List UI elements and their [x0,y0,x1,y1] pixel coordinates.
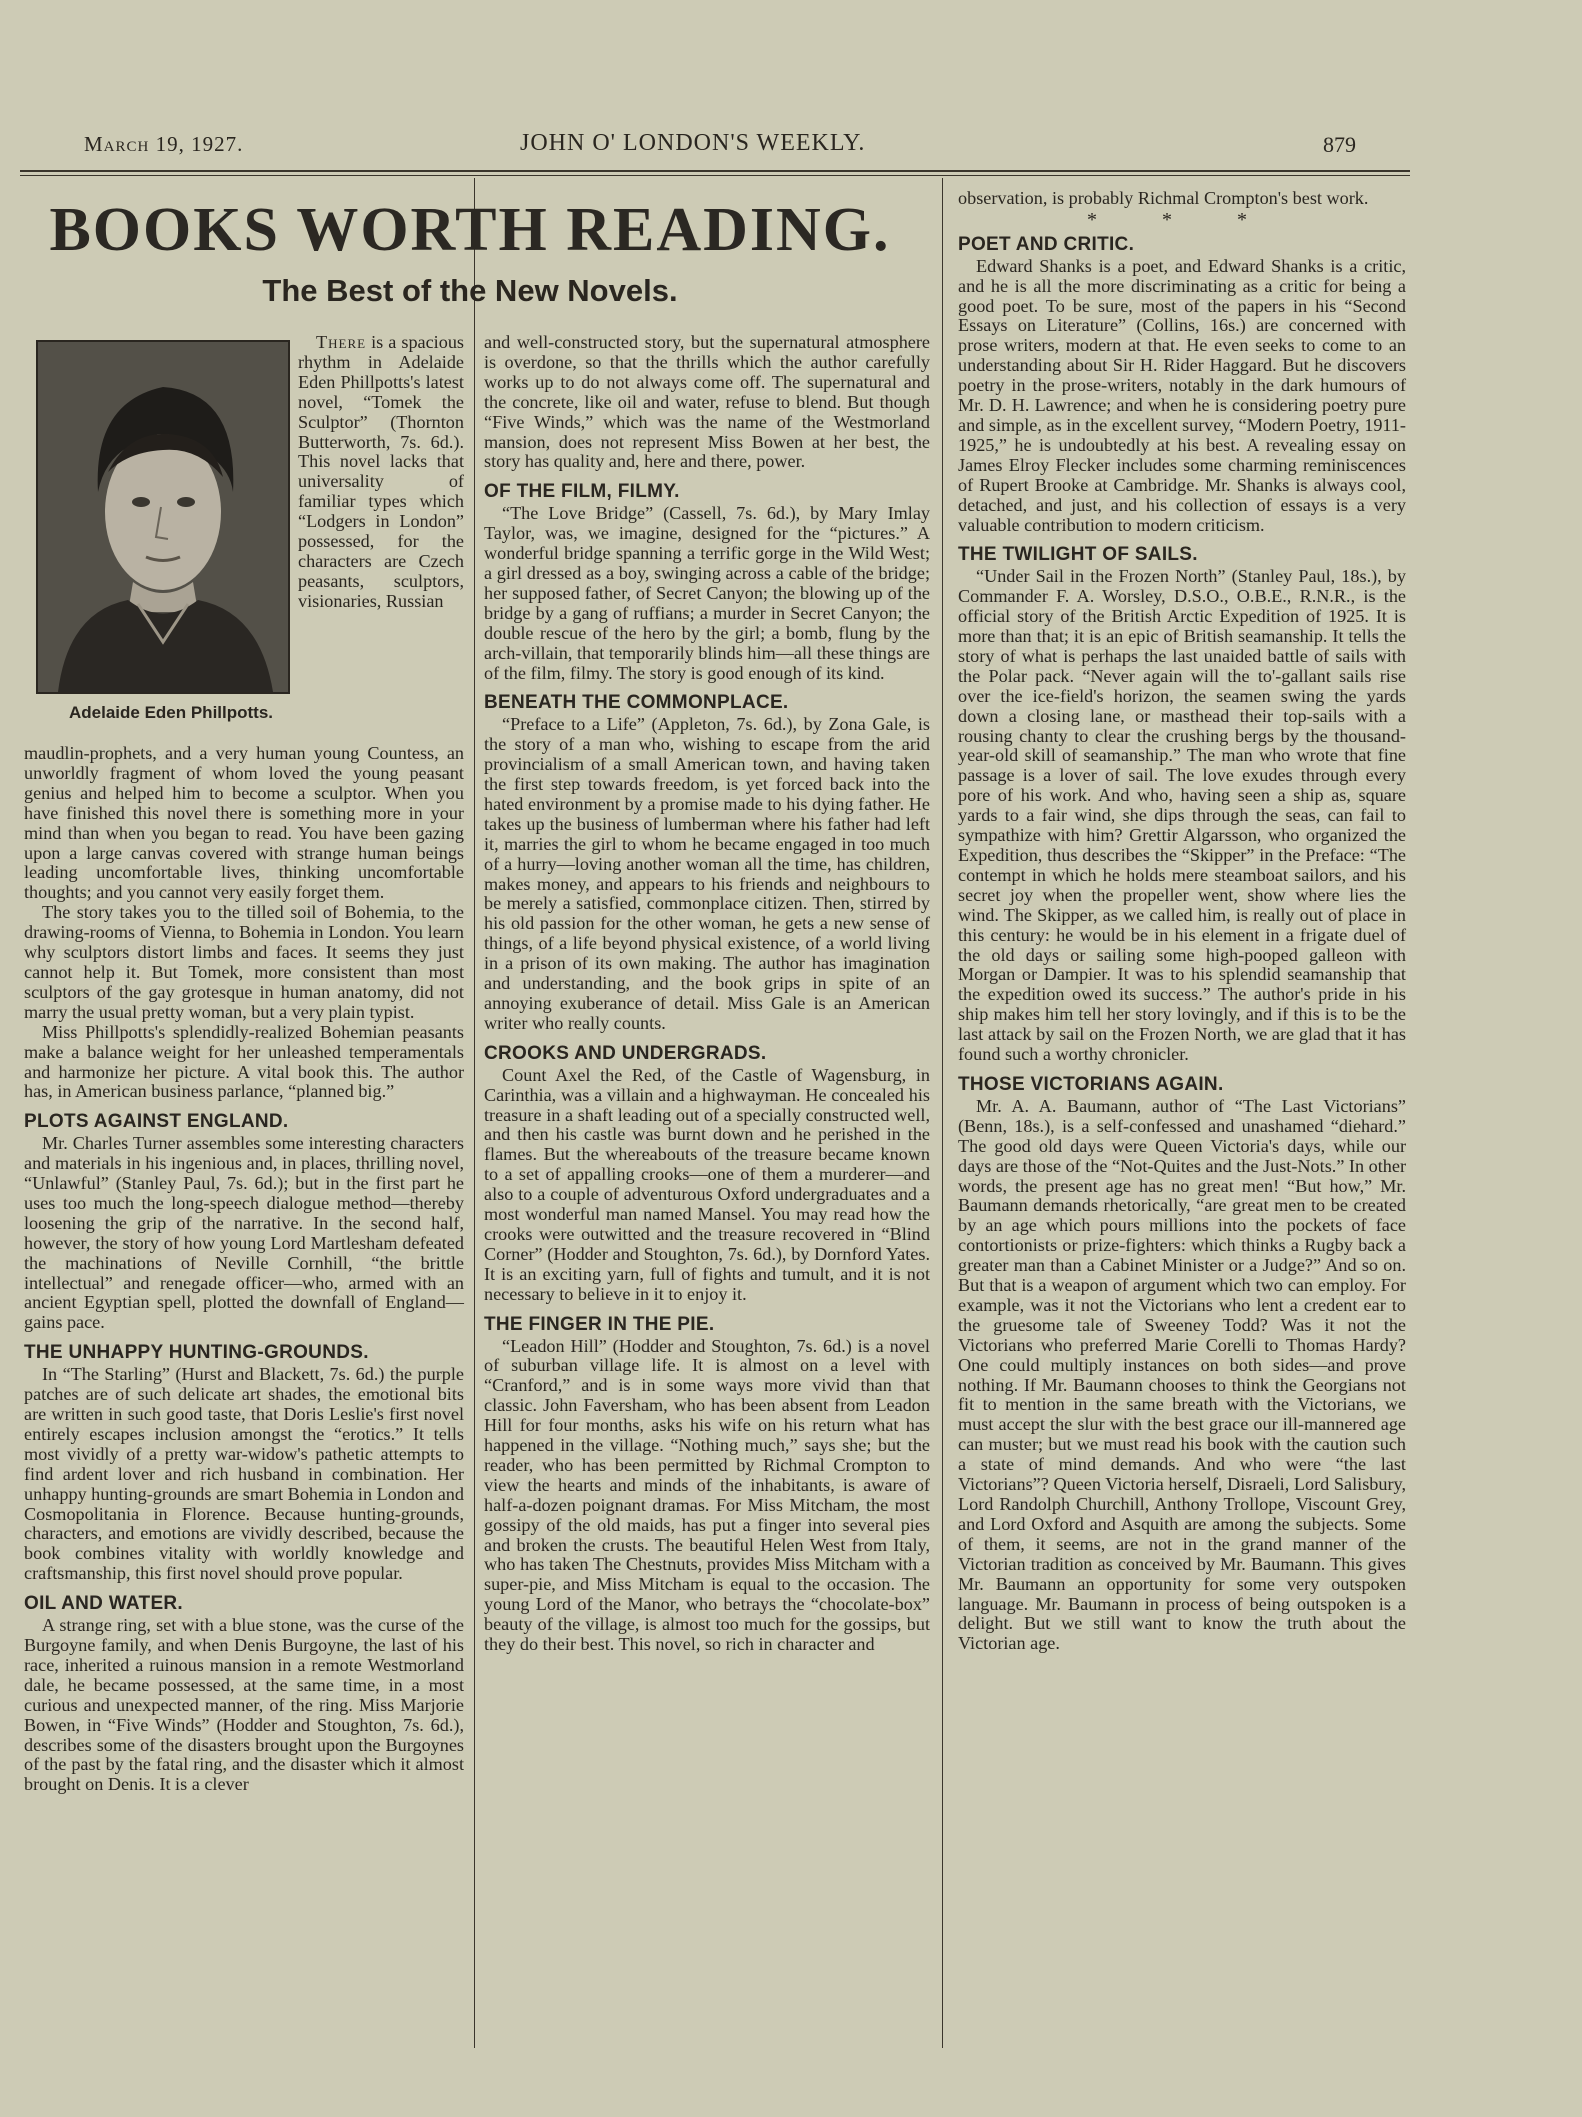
section-heading: THE UNHAPPY HUNTING-GROUNDS. [24,1342,369,1364]
section-body: “Leadon Hill” (Hodder and Stoughton, 7s. 6d.) is a novel of suburban village life. It is almost on a level with “Cranford,” and is in some ways more vivid than that classic. John Faversham, who has been absent from Leadon Hill for four months, asks his wife on his return what has happened in the village. “Nothing much,” says she; but the reader, who has been permitted by Richmal Crompton to view the hearts and minds of the inhabitants, is aware of half-a-dozen poignant dramas. For Miss Mitcham, the most gossipy of the old maids, has put a finger into several pies and broken the crusts. The beautiful Helen West from Italy, who has taken The Chestnuts, provides Miss Mitcham with a super-pie, and Miss Mitcham is equal to the occasion. The young Lord of the Manor, who betrays the “chocolate-box” beauty of the village, is almost too much for the gossips, but they do their best. This novel, so rich in character and [484,1335,930,1655]
section-body: “The Love Bridge” (Cassell, 7s. 6d.), by Mary Imlay Taylor, was, we imagine, designed for the “pictures.” A wonderful bridge spanning a terrific gorge in the Wild West; a girl dressed as a boy, swinging across a cable of the bridge; her supposed father, of Secret Canyon; the blowing up of the bridge by a gang of ruffians; a murder in Secret Canyon; the double rescue of the hero by the girl; a bomb, flung by the arch-villain, that temporarily blinds him—all these things are of the film, filmy. The story is good enough of its kind. [484,503,930,683]
section-body: observation, is probably Richmal Crompton's best work. [958,188,1369,208]
section-heading: BENEATH THE COMMONPLACE. [484,692,789,714]
section-body: Edward Shanks is a poet, and Edward Shanks is a critic, and he is all the more discriminating as a critic for being a good poet. To be sure, most of the papers in his “Second Essays on Literature” (Collins, 16s.) are concerned with prose writers, modern at that. He even seeks to come to an understanding about Sir H. Rider Haggard. But he discovers poetry in the prose-writers, notably in the dark humours of Mr. D. H. Lawrence; and when he is considering poetry pure and simple, as in the excellent survey, “Modern Poetry, 1911-1925,” he is undoubtedly at his best. A revealing essay on James Elroy Flecker includes some charming reminiscences of Rupert Brooke at Cambridge. Mr. Shanks is always cool, detached, and just, and his collection of essays is a very valuable contribution to modern criticism. [958,255,1406,535]
section-body: “Under Sail in the Frozen North” (Stanley Paul, 18s.), by Commander F. A. Worsley, D.S.O., O.B.E., R.N.R., is the official story of the British Arctic Expedition of 1925. It is more than that; it is an epic of British seamanship. It tells the story of what is perhaps the last unaided battle of sails with the Polar pack. “Never again will the to'-gallant sails rise over the ice-field's horizon, the seamen swing the yards down a closing lane, or masthead their top-sails with a rousing chanty to clear the crushing bergs by the thousand-year-old skill of seamanship.” The man who wrote that fine passage is a lover of sail. The love exudes through every pore of his work. And who, having seen a ship as, square yards to a fair wind, she dips through the seas, can fail to sympathize with him? Grettir Algarsson, who organized the Expedition, thus describes the “Skipper” in the Preface: “The contempt in which he holds mere steamboat sailors, and his secret joy when the propeller went, show where lies the wind. The Skipper, as we called him, is really out of place in this century: he would be in his element in a frigate duel of the old days or sailing some high-pooped galleon with Morgan or Dampier. It was to his splendid seamanship that the expedition owed its success.” The author's pride in his ship makes him tell her story lovingly, and if this is to be the last attack by sail on the Frozen North, we are glad that it has found such a worthy chronicler. [958,566,1406,1065]
photo-caption: Adelaide Eden Phillpotts. [68,703,274,722]
section-heading: THE FINGER IN THE PIE. [484,1313,715,1335]
column-2 [484,333,930,1655]
column-3 [958,189,1406,1654]
intro-wrap-text [298,333,464,612]
issue-date: March 19, 1927. [84,132,244,156]
section-body: Count Axel the Red, of the Castle of Wagensburg, in Carinthia, was a villain and a highwayman. He concealed his treasure in a shaft leading out of a specially constructed well, and then his castle was burnt down and he perished in the flames. But the whereabouts of the treasure became known to a set of appalling crooks—one of them a murderer—and also to a couple of adventurous Oxford undergraduates and a most wonderful man named Mansel. You may read how the crooks were outwitted and the treasure recovered in “Blind Corner” (Hodder and Stoughton, 7s. 6d.), by Dornford Yates. It is an exciting yarn, full of fights and tumult, and it is not necessary to believe in it to enjoy it. [484,1064,930,1304]
section-body: In “The Starling” (Hurst and Blackett, 7s. 6d.) the purple patches are of such delicate art shades, the emotional bits are written in such good taste, that Doris Leslie's first novel entirely escapes inclusion amongst the “erotics.” It tells most vividly of a pretty war-widow's pathetic attempts to find ardent lover and rich husband in combination. Her unhappy hunting-grounds are smart Bohemia in London and Cosmopolitania in Florence. Because hunting-grounds, characters, and emotions are vividly described, because the book combines vitality with worldly knowledge and craftsmanship, this first novel should prove popular. [24,1364,464,1584]
section-body: A strange ring, set with a blue stone, was the curse of the Burgoyne family, and when Denis Burgoyne, the last of his race, inherited a ruinous mansion in a remote Westmorland dale, he became possessed, at the same time, in a most curious and unexpected manner, of the ring. Miss Marjorie Bowen, in “Five Winds” (Hodder and Stoughton, 7s. 6d.), describes some of the disasters brought upon the Burgoynes of the past by the fatal ring, and the disaster which it almost brought on Denis. It is a clever [24,1615,464,1795]
intro-paragraph: maudlin-prophets, and a very human young Countess, an unworldly fragment of whom loved the young peasant genius and helped him to become a sculptor. When you have finished this novel there is something more in your mind than when you began to read. You have been gazing upon a large canvas covered with strange human beings leading uncomfortable lives, thinking uncomfortable thoughts; and you cannot very easily forget them. [24,743,464,903]
header-rule [20,170,1410,172]
section-body: and well-constructed story, but the supernatural atmosphere is overdone, so that the thrills which the author carefully works up to do not always come off. The supernatural and the concrete, like oil and water, refuse to blend. But though “Five Winds,” which was the name of the Westmorland mansion, does not represent Miss Bowen at her best, the story has quality and, here and there, power. [484,332,930,472]
intro-paragraph: The story takes you to the tilled soil of Bohemia, to the drawing-rooms of Vienna, to Bohemia in London. You learn why sculptors distort limbs and faces. It seems they just cannot help it. But Tomek, more consistent than most sculptors of the gay grotesque in human anatomy, did not marry the usual pretty woman, but a very plain typist. [24,902,464,1022]
column-divider [942,178,943,2048]
section-heading: THE TWILIGHT OF SAILS. [958,544,1198,566]
section-heading: THOSE VICTORIANS AGAIN. [958,1073,1224,1095]
running-head [60,132,1360,168]
section-heading: OF THE FILM, FILMY. [484,481,680,503]
masthead: JOHN O' LONDON'S WEEKLY. [520,130,866,156]
column-1 [24,744,464,1795]
page-number: 879 [1323,132,1356,157]
section-heading: OIL AND WATER. [24,1593,184,1615]
section-heading: POET AND CRITIC. [958,233,1135,255]
section-body: Mr. A. A. Baumann, author of “The Last Victorians” (Benn, 18s.), is a self-confessed and unashamed “diehard.” The good old days were Queen Victoria's days, while our days are those of the “Not-Quites and the Just-Nots.” In other words, the present age has no great men! “But how,” Mr. Baumann demands rhetorically, “are great men to be created by an age which pours millions into the pockets of face contortionists or prize-fighters: which thinks a Rugby back a greater man than a Cabinet Minister or a Judge?” And so on. But that is a weapon of argument which two can employ. For example, was it not the Victorians who lent a credent ear to the gruesome tale of Sweeney Todd? Was it not the Victorians who preferred Marie Corelli to Thomas Hardy? One could multiply instances on both sides—and prove nothing. If Mr. Baumann chooses to think the Georgians not fit to mention in the same breath with the Victorians, we must accept the slur with the best grace our ill-mannered age can muster; but we must read his book with the caution such a state of mind demands. And who were “the last Victorians”? Queen Victoria herself, Disraeli, Lord Salisbury, Lord Randolph Churchill, Anthony Trollope, Viscount Grey, and Lord Oxford and Asquith are among the subjects. Some of them, it seems, are not in the grand manner of the Victorian tradition as conceived by Mr. Baumann. This gives Mr. Baumann an opportunity for some very outspoken language. Mr. Baumann in process of being outspoken is a delight. But we still want to know the truth about the Victorian age. [958,1095,1407,1654]
section-heading: PLOTS AGAINST ENGLAND. [24,1111,289,1133]
author-portrait [36,340,290,694]
page-subheadline: The Best of the New Novels. [262,273,678,308]
section-separator: * * * [1087,208,1277,231]
header-rule-thin [20,175,1410,176]
page-headline: BOOKS WORTH READING. [49,196,891,264]
column-divider [474,178,475,2048]
intro-paragraph: Miss Phillpotts's splendidly-realized Bohemian peasants make a balance weight for her unleashed temperamentals and harmonize her picture. A vital book this. The author has, in American business parlance, “planned big.” [24,1021,464,1102]
section-heading: CROOKS AND UNDERGRADS. [484,1042,767,1064]
intro-dropword: There [316,332,367,352]
section-body: “Preface to a Life” (Appleton, 7s. 6d.), by Zona Gale, is the story of a man who, wishing to escape from the arid provincialism of a small American town, and having taken the first step towards freedom, is yet forced back into the hated environment by a promise made to his dying father. He takes up the business of lumberman where his father had left it, marries the girl to whom he became engaged in too much of a hurry—loving another woman all the time, has children, makes money, and appears to his friends and neighbours to be merely a satisfied, commonplace citizen. Then, stirred by his old passion for the other woman, he gets a new sense of things, of a life beyond physical existence, of a world living in a prison of its own making. The author has imagination and understanding, and the book grips in spite of an annoying exuberance of detail. Miss Gale is an American writer who really counts. [484,714,930,1033]
intro-paragraph: is a spacious rhythm in Adelaide Eden Phillpotts's latest novel, “Tomek the Sculptor” (Thornton Butterworth, 7s. 6d.). This novel lacks that universality of familiar types which “Lodgers in London” possessed, for the characters are Czech peasants, sculptors, visionaries, Russian [298,332,464,611]
section-body: Mr. Charles Turner assembles some interesting characters and materials in his ingenious and, in places, thrilling novel, “Unlawful” (Stanley Paul, 7s. 6d.); but in the first part he uses too much the long-speech dialogue method—thereby loosening the grip of the narrative. In the second half, however, the story of how young Lord Martlesham defeated the machinations of Neville Cornhill, “the brittle intellectual” and renegade officer—who, armed with an ancient Egyptian spell, plotted the downfall of England—gains pace. [24,1133,464,1333]
